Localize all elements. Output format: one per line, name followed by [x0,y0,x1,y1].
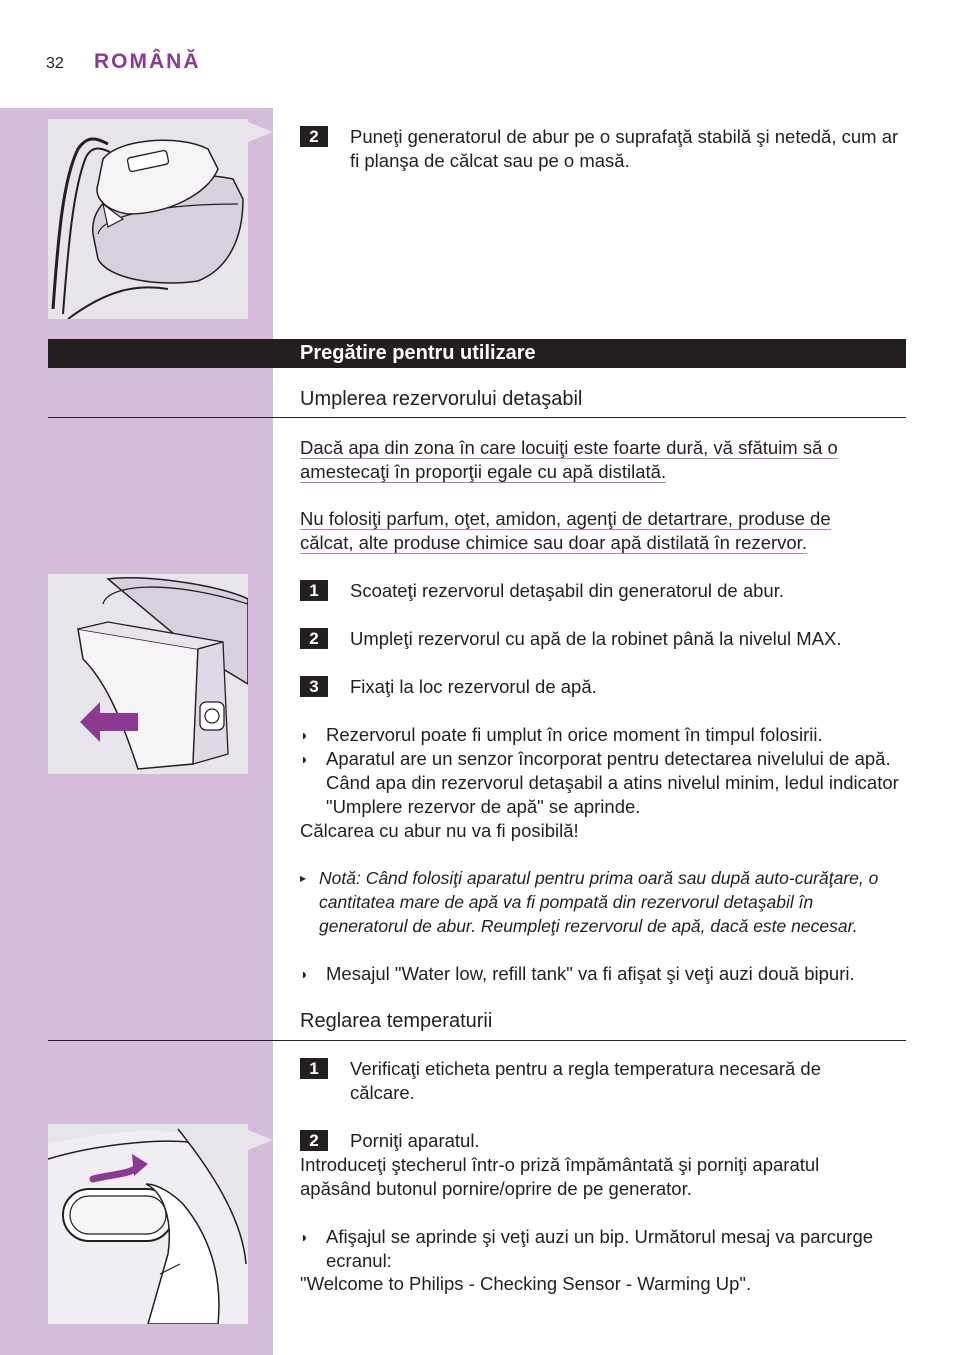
subsection-rule [48,417,906,418]
step-place-generator [300,125,910,173]
turn-on-detail: Introduceţi ştecherul într-o priză împământată şi porniţi aparatul apăsând butonul pornire/oprire de pe generator. [300,1154,820,1199]
step-text: Porniţi aparatul. [350,1130,480,1151]
bullet-icon: ◗ [300,966,309,982]
bullet-icon: ◗ [300,727,309,743]
warning-text: Nu folosiţi parfum, oţet, amidon, agenţi de detartrare, produse de călcat, alte produse chimice sau doar apă distilată în rezervor. [300,508,831,553]
note-arrow-icon: ▸ [300,871,307,885]
bullet-water-sensor [300,747,900,819]
bullet-text: Rezervorul poate fi umplut în orice moment în timpul folosirii. [326,724,823,745]
step-text: Verificaţi eticheta pentru a regla temperatura necesară de călcare. [350,1058,822,1103]
warning-no-chemicals [300,507,860,555]
step-number: 2 [300,1130,328,1151]
bullet-refill-anytime [300,723,910,747]
steam-generator-illustration [48,119,248,319]
warning-hard-water [300,436,860,484]
bullet-text: Mesajul "Water low, refill tank" va fi afişat şi veţi auzi două bipuri. [326,963,855,984]
illustration-pointer [248,1130,273,1150]
bullet-text: Aparatul are un senzor încorporat pentru detectarea nivelului de apă. Când apa din rezervorul detaşabil a atins nivelul minim, ledul indicator "Umplere rezervor de apă" se aprinde. [326,748,899,817]
page-number: 32 [46,55,64,72]
language-title: ROMÂNĂ [94,50,201,73]
step-fill-tank [300,627,910,651]
welcome-message: "Welcome to Philips - Checking Sensor - Warming Up". [300,1273,752,1294]
subsection-rule [48,1040,906,1041]
power-button-illustration [48,1124,248,1324]
bullet-water-low-message [300,962,910,986]
step-text: Umpleţi rezervorul cu apă de la robinet până la nivelul MAX. [350,628,842,649]
illustration-pointer [248,122,273,142]
step-text: Fixaţi la loc rezervorul de apă. [350,676,597,697]
subsection-heading-fill: Umplerea rezervorului detaşabil [300,388,583,410]
section-title: Pregătire pentru utilizare [300,342,536,364]
bullet-display-lights [300,1225,910,1273]
step-number: 2 [300,126,328,147]
step-number: 1 [300,580,328,601]
step-number: 3 [300,676,328,697]
water-tank-illustration [48,574,248,774]
step-number: 2 [300,628,328,649]
note-first-use [300,866,905,938]
step-text: Puneţi generatorul de abur pe o suprafaţă stabilă şi netedă, cum ar fi planşa de călcat sau pe o masă. [350,126,899,171]
note-text: Notă: Când folosiţi aparatul pentru prima oară sau după auto-curăţare, o cantitatea mare de apă va fi pompată din rezervorul detaşabil în generatorul de abur. Reumpleţi rezervorul de apă, dacă este necesar. [319,868,879,936]
bullet-text: Afişajul se aprinde şi veţi auzi un bip. Următorul mesaj va parcurge ecranul: [326,1226,874,1271]
bullet-icon: ◗ [300,751,309,767]
step-reattach-tank [300,675,910,699]
step-check-label [300,1057,860,1105]
step-text: Scoateţi rezervorul detaşabil din generatorul de abur. [350,580,784,601]
steam-not-possible: Călcarea cu abur nu va fi posibilă! [300,820,579,841]
bullet-icon: ◗ [300,1229,309,1245]
step-number: 1 [300,1058,328,1079]
step-remove-tank [300,579,910,603]
step-turn-on [300,1129,910,1153]
warning-text: Dacă apa din zona în care locuiţi este foarte dură, vă sfătuim să o amestecaţi în proporţii egale cu apă distilată. [300,437,838,482]
subsection-heading-temperature: Reglarea temperaturii [300,1010,493,1032]
